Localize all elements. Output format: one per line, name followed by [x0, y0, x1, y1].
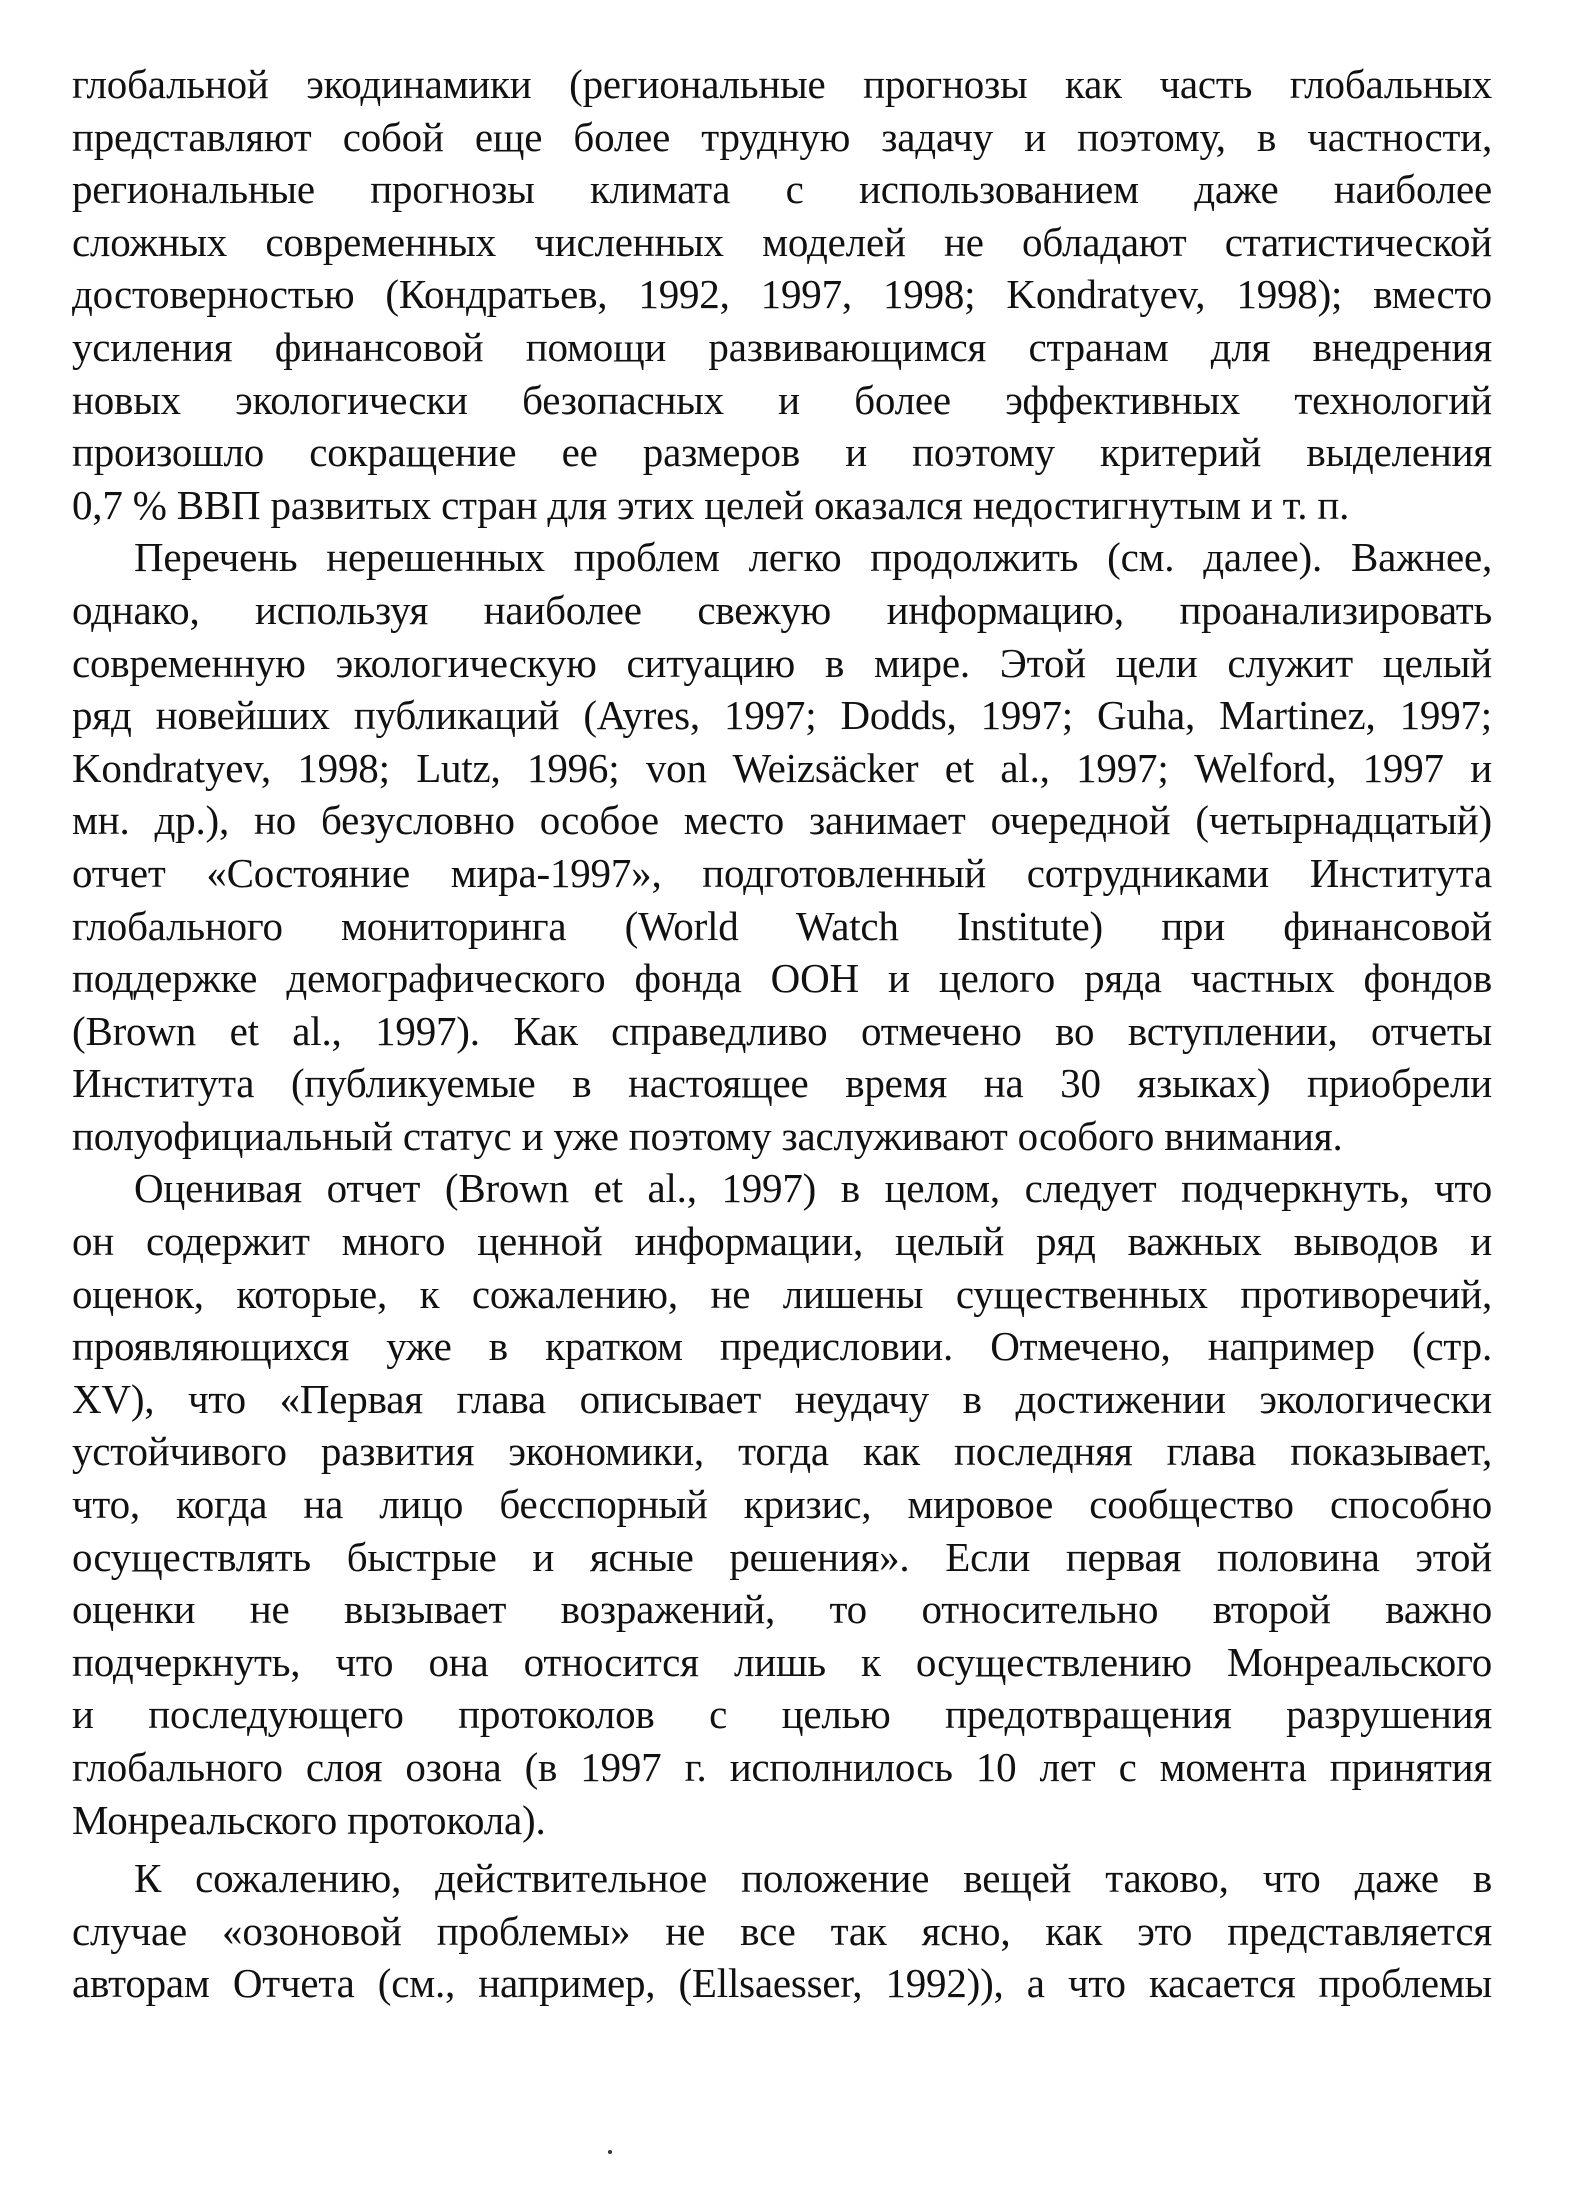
text-line: 0,7 % ВВП развитых стран для этих целей оказался недостигнутым и т. п.: [72, 481, 1350, 528]
text-line: достоверностью (Кондратьев, 1992, 1997, 1998; Kondratyev, 1998); вместо: [72, 271, 1492, 318]
text-line: глобального слоя озона (в 1997 г. исполнилось 10 лет с момента принятия: [72, 1744, 1492, 1790]
text-line: (Brown et al., 1997). Как справедливо отмечено во вступлении, отчеты: [72, 1007, 1492, 1054]
text-line: и последующего протоколов с целью предотвращения разрушения: [72, 1691, 1492, 1738]
paragraph-3: [72, 1162, 1492, 1846]
text-line: новых экологически безопасных и более эффективных технологий: [72, 376, 1492, 423]
text-line: отчет «Состояние мира-1997», подготовленный сотрудниками Института: [72, 849, 1492, 896]
text-line: Перечень нерешенных проблем легко продолжить (см. далее). Важнее,: [134, 534, 1492, 581]
text-line: ряд новейших публикаций (Ayres, 1997; Dodds, 1997; Guha, Martinez, 1997;: [72, 692, 1492, 739]
text-line: проявляющихся уже в кратком предисловии. Отмечено, например (стр.: [72, 1323, 1492, 1370]
text-line: что, когда на лицо бесспорный кризис, мировое сообщество способно: [72, 1481, 1492, 1528]
text-line: современную экологическую ситуацию в мире. Этой цели служит целый: [72, 639, 1492, 686]
text-line: полуофициальный статус и уже поэтому заслуживают особого внимания.: [72, 1112, 1343, 1159]
text-line: сложных современных численных моделей не обладают статистической: [72, 218, 1492, 265]
text-line: однако, используя наиболее свежую информацию, проанализировать: [72, 586, 1492, 633]
text-line: поддержке демографического фонда ООН и целого ряда частных фондов: [72, 955, 1492, 1002]
text-line: случае «озоновой проблемы» не все так ясно, как это представляется: [72, 1907, 1492, 1954]
text-line: Института (публикуемые в настоящее время на 30 языках) приобрели: [72, 1060, 1492, 1107]
text-line: Kondratyev, 1998; Lutz, 1996; von Weizsäcker et al., 1997; Welford, 1997 и: [72, 744, 1492, 791]
text-line: осуществлять быстрые и ясные решения». Если первая половина этой: [72, 1533, 1492, 1580]
text-line: подчеркнуть, что она относится лишь к осуществлению Монреальского: [72, 1638, 1492, 1685]
text-line: Оценивая отчет (Brown et al., 1997) в целом, следует подчеркнуть, что: [134, 1165, 1492, 1212]
text-line: представляют собой еще более трудную задачу и поэтому, в частности,: [72, 113, 1492, 160]
text-line: Монреальского протокола).: [72, 1796, 546, 1843]
text-line: оценки не вызывает возражений, то относительно второй важно: [72, 1586, 1492, 1633]
text-line: произошло сокращение ее размеров и поэтому критерий выделения: [72, 429, 1492, 476]
document-page: [72, 58, 1492, 2010]
text-line: К сожалению, действительное положение вещей таково, что даже в: [134, 1855, 1492, 1902]
text-line: XV), что «Первая глава описывает неудачу в достижении экологически: [72, 1375, 1492, 1422]
text-line: региональные прогнозы климата с использованием даже наиболее: [72, 166, 1492, 213]
text-line: глобальной экодинамики (региональные прогнозы как часть глобальных: [72, 61, 1492, 107]
scan-speck: [608, 2150, 612, 2154]
text-line: авторам Отчета (см., например, (Ellsaesser, 1992)), а что касается проблемы: [72, 1960, 1492, 2007]
text-line: мн. др.), но безусловно особое место занимает очередной (четырнадцатый): [72, 797, 1492, 844]
paragraph-1: [72, 58, 1492, 531]
paragraph-2: [72, 531, 1492, 1162]
text-line: оценок, которые, к сожалению, не лишены существенных противоречий,: [72, 1270, 1492, 1317]
text-line: устойчивого развития экономики, тогда как последняя глава показывает,: [72, 1428, 1492, 1475]
text-line: усиления финансовой помощи развивающимся странам для внедрения: [72, 323, 1492, 370]
paragraph-4: [72, 1852, 1492, 2010]
text-line: он содержит много ценной информации, целый ряд важных выводов и: [72, 1218, 1492, 1265]
text-line: глобального мониторинга (World Watch Institute) при финансовой: [72, 902, 1492, 949]
